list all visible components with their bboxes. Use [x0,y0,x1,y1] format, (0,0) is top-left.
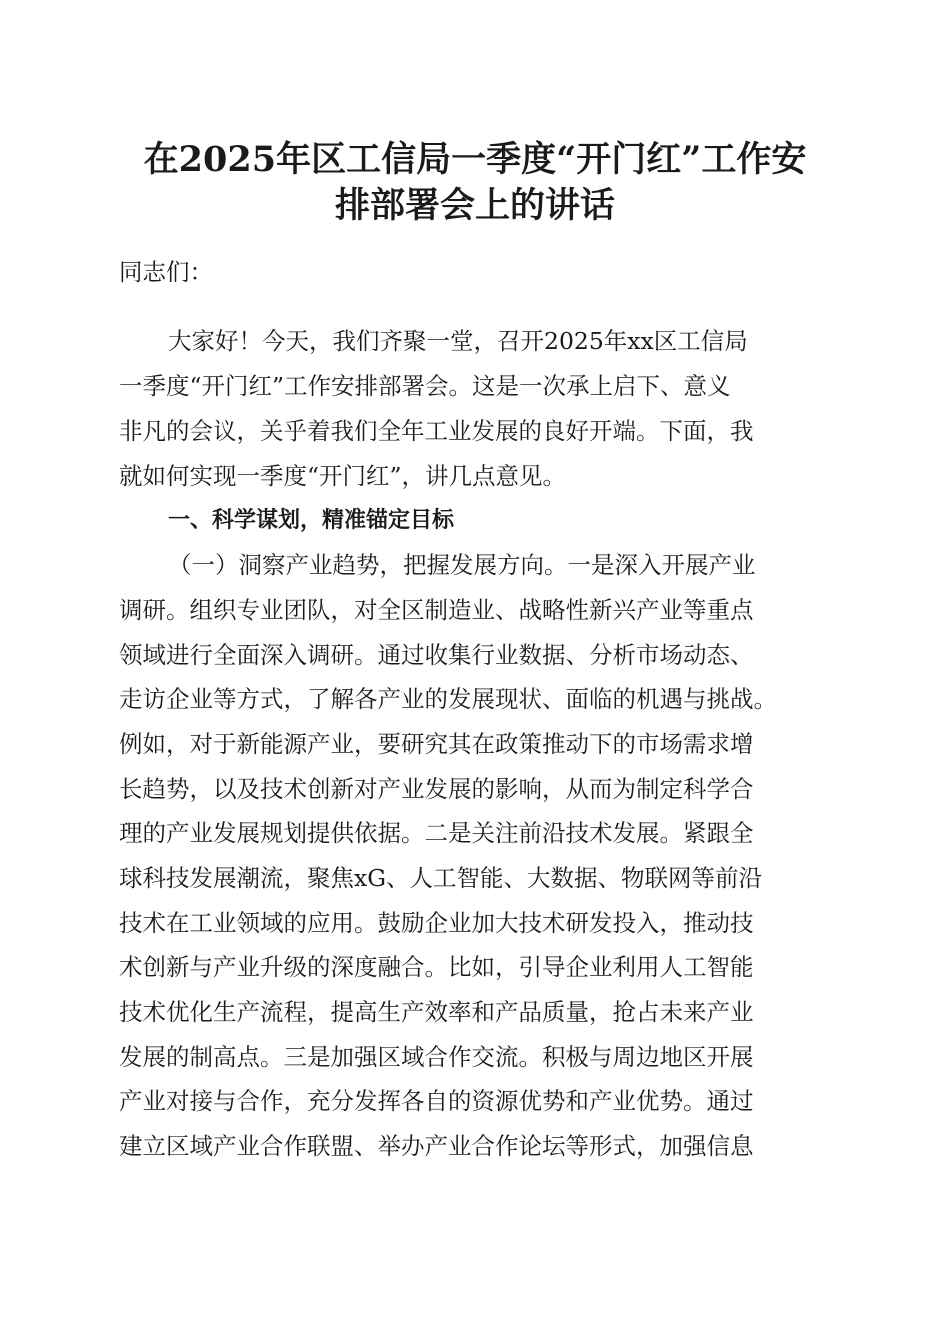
intro-line-3: 非凡的会议，关乎着我们全年工业发展的良好开端。下面，我 [119,417,754,445]
body-line-13: 产业对接与合作，充分发挥各自的资源优势和产业优势。通过 [119,1087,754,1115]
intro-line-1: 大家好！今天，我们齐聚一堂，召开2025年xx区工信局 [168,327,748,355]
document-title-line-2: 排部署会上的讲话 [334,185,615,226]
body-line-4: 走访企业等方式，了解各产业的发展现状、面临的机遇与挑战。 [119,685,777,713]
body-line-3: 领域进行全面深入调研。通过收集行业数据、分析市场动态、 [119,641,754,669]
intro-line-2: 一季度“开门红”工作安排部署会。这是一次承上启下、意义 [119,372,731,400]
body-line-7: 理的产业发展规划提供依据。二是关注前沿技术发展。紧跟全 [119,819,754,847]
body-line-2: 调研。组织专业团队，对全区制造业、战略性新兴产业等重点 [119,596,754,624]
document-title-line-1: 在2025年区工信局一季度“开门红”工作安 [143,139,807,180]
body-line-5: 例如，对于新能源产业，要研究其在政策推动下的市场需求增 [119,730,754,758]
body-line-14: 建立区域产业合作联盟、举办产业合作论坛等形式，加强信息 [119,1132,754,1160]
body-line-6: 长趋势，以及技术创新对产业发展的影响，从而为制定科学合 [119,775,754,803]
body-line-12: 发展的制高点。三是加强区域合作交流。积极与周边地区开展 [119,1043,754,1071]
salutation: 同志们： [119,258,213,286]
body-line-9: 技术在工业领域的应用。鼓励企业加大技术研发投入，推动技 [119,909,754,937]
intro-line-4: 就如何实现一季度“开门红”，讲几点意见。 [119,462,567,490]
body-line-1: （一）洞察产业趋势，把握发展方向。一是深入开展产业 [168,551,756,579]
body-line-11: 技术优化生产流程，提高生产效率和产品质量，抢占未来产业 [119,998,754,1026]
section-heading: 一、科学谋划，精准锚定目标 [168,508,455,533]
body-line-8: 球科技发展潮流，聚焦xG、人工智能、大数据、物联网等前沿 [119,864,763,892]
body-line-10: 术创新与产业升级的深度融合。比如，引导企业利用人工智能 [119,953,754,981]
